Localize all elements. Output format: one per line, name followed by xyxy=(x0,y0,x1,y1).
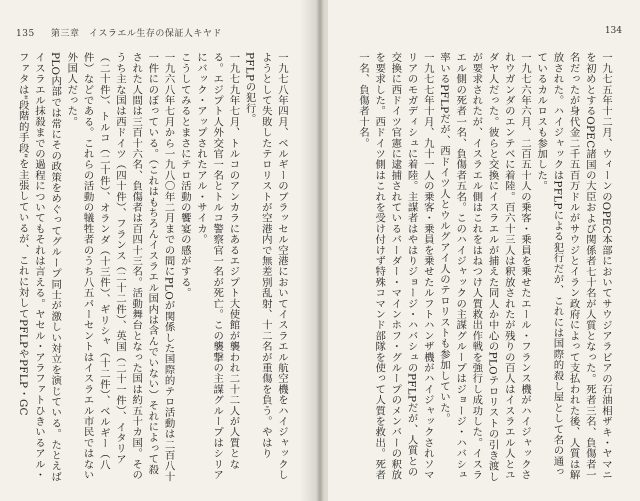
paragraph: 一九七五年十二月、ウィーンのOPEC本部においてサウジアラビアの石油相ザキ・ヤマニを初めとするOPEC諸国の大臣および関係者七十名が人質となった。死者三名、負傷者一名だったが身代金二千五百万ドルがサウジとイラン政府によって支払われた後、人質は解放された。ハイジャックはPFLPによる犯行だが、これには国際的殺し屋として名の通っているカルロスも参加した。 xyxy=(535,52,612,481)
paragraph: 一九七六年六月、二百五十人の乗客・乗員を乗せたエール・フランス機がハイジャックされウガンダのエンテベに着陸。百六十三人は釈放されたが残りの百人はイスラエル人とユダヤ人だった。彼らと交換にイスラエルが捕えた同人か中心のPLOテロリストの引き渡しが要求されたが、イスラエル側はこれをはねつけ人質救出作戦を強行し成功した。イスラエル側の死者一名、負傷者五名。このハイジャックの主謀グループはジョージ・ハバシュ率いるPFLPだが、西ドイツ人とウルグアイ人のテロリストも参加していた。 xyxy=(437,52,531,482)
right-page xyxy=(328,0,640,501)
paragraph: 一九七八年四月、ベルギーのブラッセル空港においてイスラエル航空機をハイジャックしようとして失敗したテロリストが空港内で無差別乱射、十二名が重傷を負う。やはりPFLPの犯行。 xyxy=(243,52,288,480)
right-page-number: 134 xyxy=(604,26,622,36)
left-page-body xyxy=(16,52,290,482)
paragraph: 一九七九年七月、トルコのアンカラにあるエジプト大使館が襲われ二十二人が人質となる。エジプト人外交官一名とトルコ警察官一名が死亡。この襲撃の主謀グループはシリアにバック・アップされたアル・サイカ。 xyxy=(194,52,240,480)
left-page-header xyxy=(16,26,222,39)
left-page-number: 135 xyxy=(16,29,35,39)
paragraph: こうしてみるとまさにテロ活動の饗宴の感がする。 xyxy=(178,52,191,299)
left-page xyxy=(0,0,312,501)
right-page-body xyxy=(346,52,614,482)
paragraph: 一九六八年七月から一九八〇年二月までの間にPLOが関係した国際的テロ活動は二百八十一件にのぼっている。（これはもちろんイスラエル国内は含んでいない）それによって殺された人間は三百十六名、負傷者は百四十三名。活動舞台となった国は約五十カ国。そのうち主な国は西ドイツ（四十件）、フランス（二十二件）、英国（二十一件）、イタリア（二十件）、トルコ（二十件）、オランダ（十三件）、ギリシャ（十二件）、ベルギー（八件）などである。これらの活動の犠牲者のうち八五パーセントはイスラエル市民ではない外国人だった。 xyxy=(65,52,175,482)
paragraph: PLO内部では常にその政策をめぐってグループ同士が激しい対立を演じている。たとえばイスラエル抹殺までの過程についてもそれは言える。ヤセル・アラファトひきいるアル・ファタは"段階的手段"を主張しているが、これに対してPFLPやPFLP・GC xyxy=(16,52,62,482)
paragraph: 一九七七年十月、九十一人の乗客・乗員を乗せたルフトハンザ機がハイジャックされソマリアのモガディシュに着陸。主謀者はやはりジョージ・ハバシュのPFLPだが、人質との交換に西ドイツ官憲に逮捕されているバーダー・マインホフ・グループのメンバーの釈放を要求した。西ドイツ側はこれを受け付けず特殊コマンド部隊を使って人質を救出。死者一名、負傷者十名。 xyxy=(356,52,434,480)
running-head: 第三章 イスラエル生存の保証人キヤド xyxy=(50,29,222,39)
